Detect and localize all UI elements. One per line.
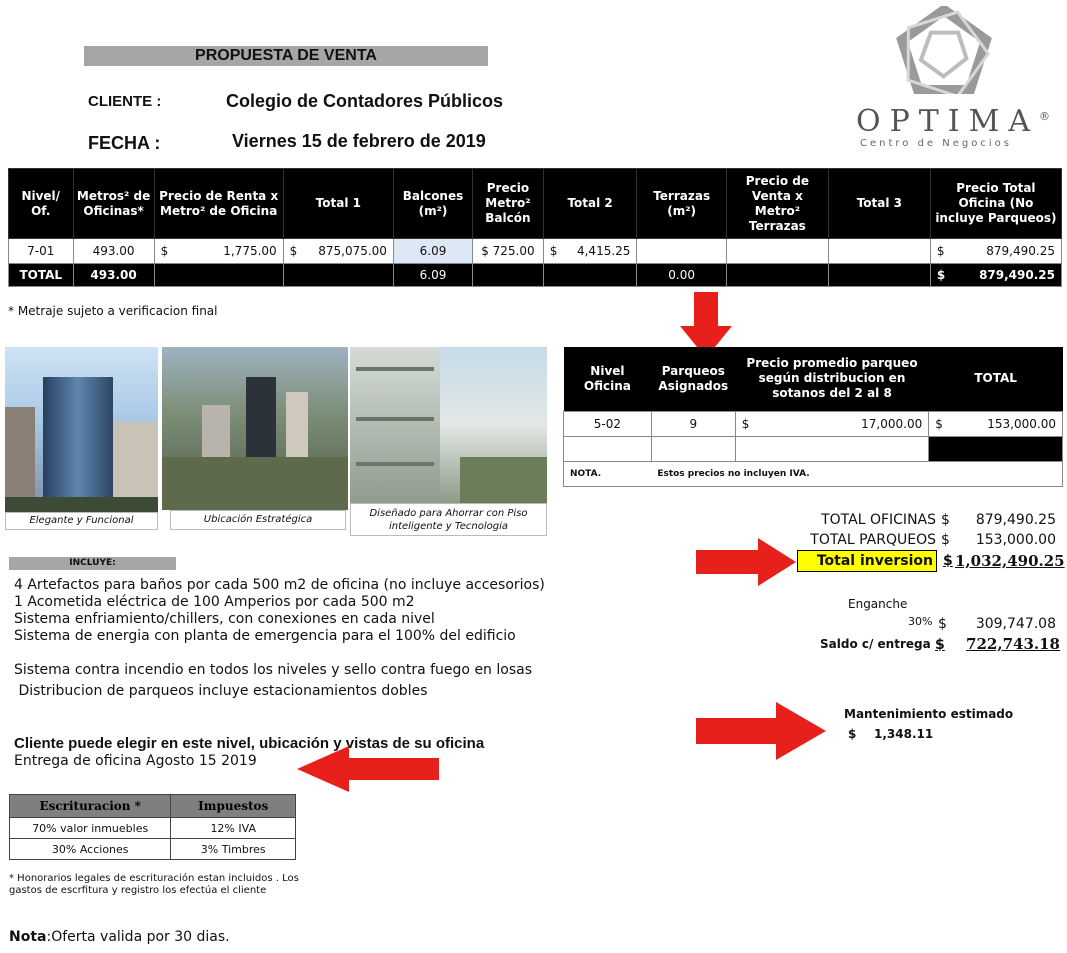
incluye-item: 1 Acometida eléctrica de 100 Amperios por cada 500 m2 [14,594,415,610]
mantenimiento-value: 1,348.11 [874,727,934,741]
incluye-item: 4 Artefactos para baños por cada 500 m2 de oficina (no incluye accesorios) [14,577,545,593]
col-header-total3: Total 3 [828,169,930,239]
col-header-total2: Total 2 [543,169,637,239]
table-row [9,239,1062,264]
esc-cell: 30% Acciones [10,839,171,860]
optima-logo-icon [896,6,992,94]
total-balcones: 6.09 [393,264,472,287]
col-header-balcones: Balcones (m²) [393,169,472,239]
total-label: TOTAL [9,264,74,287]
total-oficinas-cur: $ [941,512,950,528]
cell-precio-balcon: $ 725.00 [473,239,544,264]
park-header-total: TOTAL [929,347,1063,411]
total-oficinas-label: TOTAL OFICINAS [821,512,936,528]
mantenimiento-label: Mantenimiento estimado [844,707,1014,721]
col-header-terrazas: Terrazas (m²) [637,169,726,239]
esc-header-escrituracion: Escrituracion * [10,795,171,818]
total-inversion-value: 1,032,490.25 [955,552,1065,570]
cell-total2: $ 4,415.25 [543,239,637,264]
saldo-cur: $ [935,637,945,653]
incluye-item: Sistema contra incendio en todos los niveles y sello contra fuego en losas [14,662,533,678]
honorarios-note: * Honorarios legales de escrituración estan incluidos . Los gastos de escrfitura y registro los efectúa el cliente [9,873,299,896]
page-title: PROPUESTA DE VENTA [84,46,488,66]
cell-terrazas [637,239,726,264]
photo-city [162,347,348,510]
logo-name: OPTIMA® [856,104,1051,139]
enganche-pct: 30% [908,615,933,628]
esc-cell: 12% IVA [171,818,296,839]
park-nota-text: Estos precios no incluyen IVA. [651,461,1062,486]
cell-total3 [828,239,930,264]
cell-precio-terrazas [726,239,828,264]
enganche-value: 309,747.08 [975,616,1056,632]
park-header-precio: Precio promedio parqueo según distribucion en sotanos del 2 al 8 [735,347,928,411]
cell-precio-total: $ 879,490.25 [930,239,1061,264]
total-terrazas: 0.00 [637,264,726,287]
table-row [10,839,296,860]
cliente-elige: Cliente puede elegir en este nivel, ubicación y vistas de su oficina [14,735,485,752]
photo-building [5,347,158,512]
photo-interior [350,347,547,503]
total-inversion-label: Total inversion [797,550,937,572]
park-nota-row [564,461,1063,486]
cell-balcones: 6.09 [393,239,472,264]
park-cell-nivel: 5-02 [564,411,652,436]
parking-table [563,347,1063,487]
park-header-parqueos: Parqueos Asignados [651,347,735,411]
mantenimiento-cur: $ [848,727,857,741]
fecha-value: Viernes 15 de febrero de 2019 [232,131,486,151]
office-price-table [8,168,1062,287]
total-parqueos-value: 153,000.00 [975,532,1056,548]
col-header-metros: Metros² de Oficinas* [73,169,154,239]
cell-metros: 493.00 [73,239,154,264]
cell-nivel: 7-01 [9,239,74,264]
arrow-right-icon [696,538,796,586]
park-cell-parqueos: 9 [651,411,735,436]
incluye-item: Distribucion de parqueos incluye estacionamientos dobles [14,683,428,699]
saldo-label: Saldo c/ entrega [820,637,931,651]
cliente-value: Colegio de Contadores Públicos [226,91,504,111]
table-row [10,818,296,839]
incluye-item: Sistema de energia con planta de emergencia para el 100% del edificio [14,628,516,644]
entrega-text: Entrega de oficina Agosto 15 2019 [14,753,257,769]
esc-header-impuestos: Impuestos [171,795,296,818]
fecha-label: FECHA : [88,133,161,153]
table-row [564,411,1063,436]
enganche-label: Enganche [848,597,908,611]
esc-cell: 3% Timbres [171,839,296,860]
park-nota-label: NOTA. [564,461,652,486]
col-header-precio-terrazas: Precio de Venta x Metro² Terrazas [726,169,828,239]
esc-cell: 70% valor inmuebles [10,818,171,839]
cell-precio-renta: $ 1,775.00 [154,239,283,264]
cell-total1: $ 875,075.00 [283,239,393,264]
col-header-precio-total: Precio Total Oficina (No incluye Parqueos) [930,169,1061,239]
incluye-item: Sistema enfriamiento/chillers, con conexiones en cada nivel [14,611,435,627]
saldo-value: 722,743.18 [966,635,1060,653]
arrow-left-icon [297,746,439,792]
metraje-note: * Metraje sujeto a verificacion final [8,304,218,318]
total-row [9,264,1062,287]
escrituracion-table [9,794,296,860]
total-precio: $ 879,490.25 [930,264,1061,287]
logo-subtitle: Centro de Negocios [860,138,1012,149]
cliente-label: CLIENTE : [88,93,162,110]
col-header-nivel: Nivel/ Of. [9,169,74,239]
total-parqueos-label: TOTAL PARQUEOS [810,532,936,548]
col-header-total1: Total 1 [283,169,393,239]
photo-caption-2: Ubicación Estratégica [170,510,346,530]
park-cell-total: $ 153,000.00 [929,411,1063,436]
col-header-precio-balcon: Precio Metro² Balcón [473,169,544,239]
total-parqueos-cur: $ [941,532,950,548]
total-metros: 493.00 [73,264,154,287]
photo-caption-1: Elegante y Funcional [5,512,158,530]
incluye-label: INCLUYE: [9,557,176,570]
enganche-cur: $ [938,616,947,632]
arrow-right-icon [696,702,826,760]
park-header-nivel: Nivel Oficina [564,347,652,411]
nota-final: Nota:Oferta valida por 30 dias. [9,929,230,945]
total-oficinas-value: 879,490.25 [975,512,1056,528]
total-inversion-cur: $ [943,553,953,569]
col-header-precio-renta: Precio de Renta x Metro² de Oficina [154,169,283,239]
photo-caption-3: Diseñado para Ahorrar con Piso inteligente y Tecnologia [350,503,547,536]
park-cell-precio: $ 17,000.00 [735,411,928,436]
